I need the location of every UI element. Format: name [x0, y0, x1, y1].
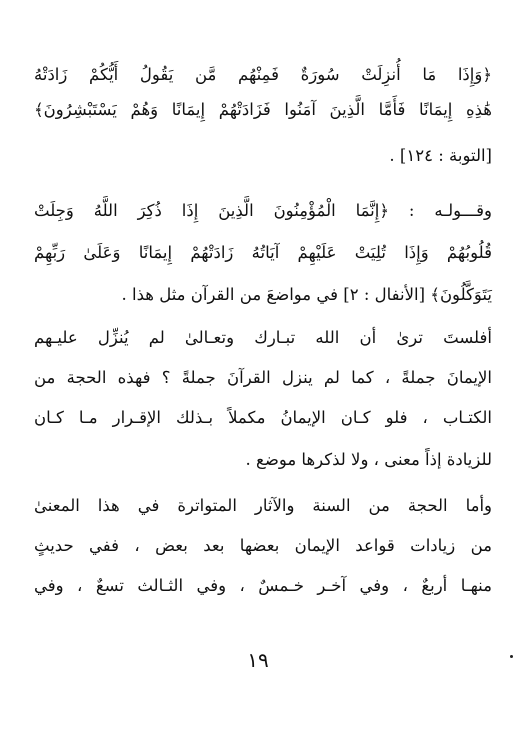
- paragraph-line-3: الكتـاب ، فلو كـان الإيمانُ مكملاً بـذلك الإقـرار مـا كـان: [34, 408, 492, 427]
- paragraph-line-5: وأما الحجة من السنة والآثار المتواترة في هذا المعنىٰ: [34, 496, 492, 515]
- quran-verse-line-3: وقـــولـه : ﴿إِنَّمَا الْمُؤْمِنُونَ الَّذِينَ إِذَا ذُكِرَ اللَّهُ وَجِلَتْ: [34, 201, 492, 220]
- verse-reference-anfal: يَتَوَكَّلُونَ﴾ [الأنفال : ٢] في مواضعَ من القرآن مثل هذا .: [121, 285, 492, 304]
- quran-verse-line-1: ﴿وَإِذَا مَا أُنزِلَتْ سُورَةٌ فَمِنْهُم مَّن يَقُولُ أَيُّكُمْ زَادَتْهُ: [34, 65, 492, 84]
- scan-speck: [510, 655, 513, 658]
- paragraph-line-7: منهـا أربعٌ ، وفي آخـر خـمسٌ ، وفي الثـالث تسعٌ ، وفي: [34, 576, 492, 595]
- quran-verse-line-4: قُلُوبُهُمْ وَإِذَا تُلِيَتْ عَلَيْهِمْ آيَاتُهُ زَادَتْهُمْ إِيمَانًا وَعَلَىٰ رَبِّهِمْ: [34, 243, 492, 262]
- paragraph-line-4: للزيادة إذاً معنى ، ولا لذكرها موضع .: [245, 450, 492, 469]
- page-number: ١٩: [247, 648, 269, 672]
- paragraph-line-2: الإيمانَ جملةً ، كما لم ينزل القرآنَ جملةً ؟ فهذه الحجة من: [34, 368, 492, 387]
- paragraph-line-6: من زيادات قواعد الإيمان بعضها بعد بعض ، ففي حديثٍ: [34, 536, 492, 555]
- verse-reference-tawba: [التوبة : ١٢٤] .: [389, 146, 492, 165]
- paragraph-line-1: أفلستَ ترىٰ أن الله تبـارك وتعـالىٰ لم يُنزِّل عليـهم: [34, 328, 492, 347]
- quran-verse-line-2: هَٰذِهِ إِيمَانًا فَأَمَّا الَّذِينَ آمَنُوا فَزَادَتْهُمْ إِيمَانًا وَهُمْ يَسْتَبْشِرُونَ﴾: [34, 100, 492, 119]
